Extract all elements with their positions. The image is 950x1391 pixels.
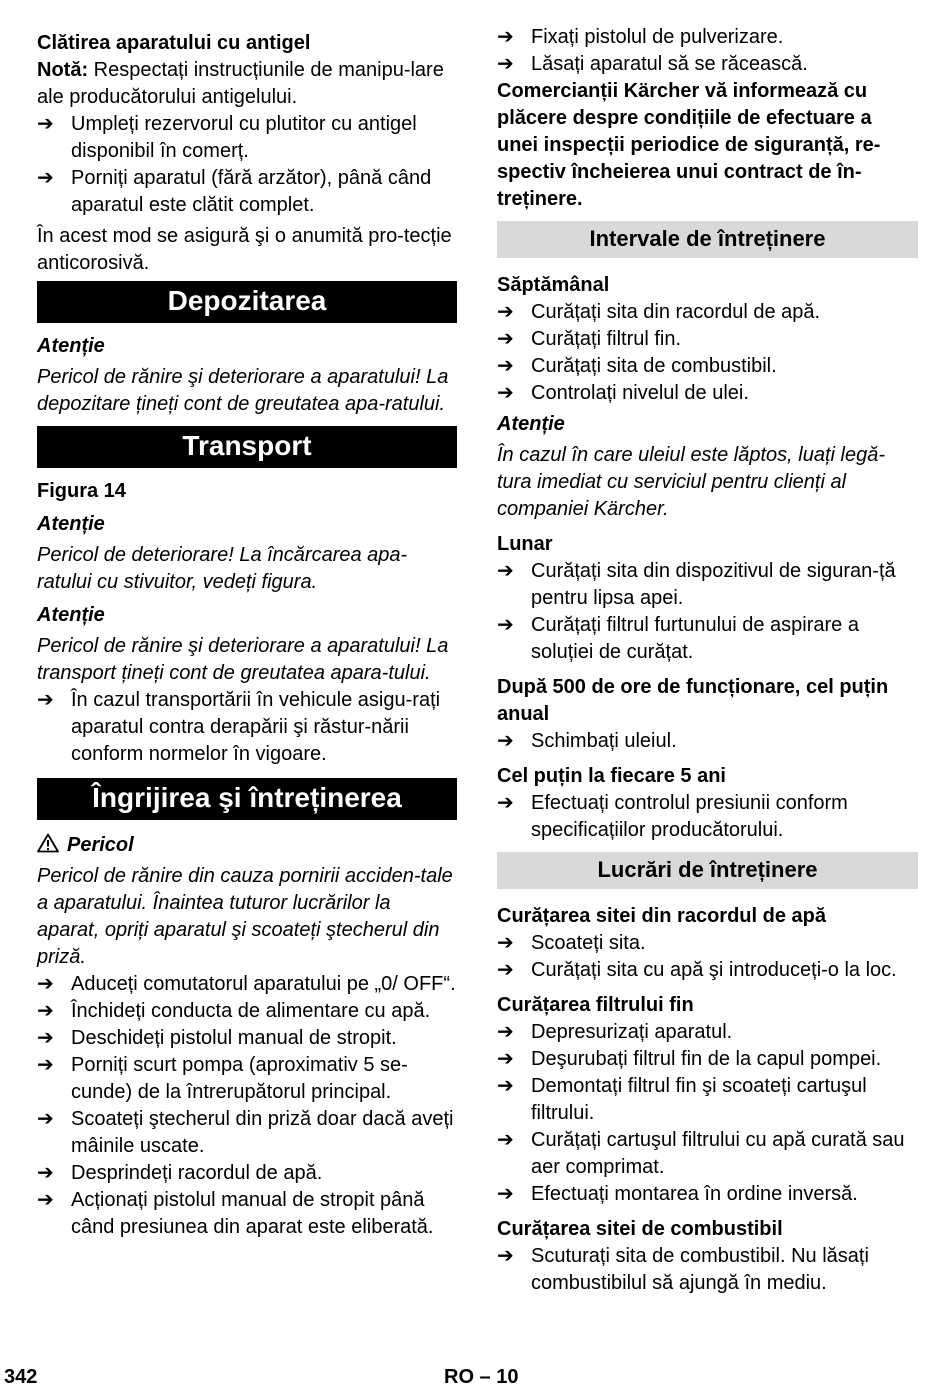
antigel-note [37,57,457,111]
atentie-label: Atenție [497,413,565,435]
step-item [497,790,918,844]
step-text: Desprindeți racordul de apă. [71,1162,323,1184]
sita-apa-title: Curățarea sitei din racordul de apă [497,905,826,927]
arrow-right-icon: ➔ [37,113,54,135]
step-text: Curățați filtrul furtunului de aspirare a soluției de curățat. [531,614,859,663]
step-text: Controlați nivelul de ulei. [531,382,749,404]
step-item [37,971,457,998]
step-text: Curățați filtrul fin. [531,328,682,350]
arrow-right-icon: ➔ [37,167,54,189]
karcher-info: Comercianții Kärcher vă informează cu plăcere despre condițiile de efectuare a unei inspecții periodice de siguranță, re-spectiv încheierea unui contract de în-treținere. [497,80,881,210]
right-column [497,24,918,1297]
arrow-right-icon: ➔ [497,1183,514,1205]
arrow-right-icon: ➔ [497,26,514,48]
arrow-right-icon: ➔ [37,689,54,711]
antigel-outro: În acest mod se asigură şi o anumită pro-tecție anticorosivă. [37,225,452,274]
ingrijire-danger-text: Pericol de rănire din cauza pornirii acciden-tale a aparatului. Înaintea tuturor lucrărilor la aparat, opriți aparatul şi scoateți ştecherul din priză. [37,865,453,968]
doc-code: RO – 10 [444,1366,519,1388]
arrow-right-icon: ➔ [37,973,54,995]
atentie-text: În cazul în care uleiul este lăptos, luați legă-tura imediat cu serviciul pentru clienți al companiei Kärcher. [497,444,885,520]
step-text: Aduceți comutatorul aparatului pe „0/ OFF“. [71,973,456,995]
arrow-right-icon: ➔ [37,1189,54,1211]
step-text: Curățați cartuşul filtrului cu apă curată sau aer comprimat. [531,1129,905,1178]
saptamanal-title: Săptămânal [497,274,610,296]
step-text: Curățați sita din dispozitivul de siguran-ță pentru lipsa apei. [531,560,896,609]
arrow-right-icon: ➔ [497,355,514,377]
step-text: Porniți aparatul (fără arzător), până când aparatul este clătit complet. [71,167,432,216]
ore500-title: După 500 de ore de funcționare, cel puțin anual [497,676,889,725]
step-text: Schimbați uleiul. [531,730,677,752]
filtru-fin-title: Curățarea filtrului fin [497,994,694,1016]
step-text: Scoateți sita. [531,932,646,954]
lunar-title: Lunar [497,533,553,555]
arrow-right-icon: ➔ [37,1108,54,1130]
step-text: Efectuați controlul presiunii conform specificațiilor producătorului. [531,792,848,841]
ingrijire-steps [37,971,457,1241]
arrow-right-icon: ➔ [497,959,514,981]
ore500-steps [497,728,918,755]
step-item [37,687,457,768]
step-item [497,380,918,407]
intervale-heading: Intervale de întreținere [497,221,918,258]
step-item [497,957,918,984]
step-text: Umpleți rezervorul cu plutitor cu antigel disponibil în comerț. [71,113,417,162]
step-item [37,111,457,165]
arrow-right-icon: ➔ [37,1054,54,1076]
arrow-right-icon: ➔ [497,1245,514,1267]
step-item [37,1187,457,1241]
step-item [37,1160,457,1187]
step-text: Acționați pistolul manual de stropit până când presiunea din aparat este eliberată. [71,1189,434,1238]
ingrijire-heading: Îngrijirea şi întreținerea [37,778,457,820]
arrow-right-icon: ➔ [497,932,514,954]
step-text: Curățați sita cu apă şi introduceți-o la loc. [531,959,897,981]
arrow-right-icon: ➔ [37,1000,54,1022]
arrow-right-icon: ➔ [497,560,514,582]
page-number: 342 [4,1366,38,1388]
step-item [497,299,918,326]
warning-triangle-icon [37,833,59,853]
transport-heading: Transport [37,426,457,468]
transport-warning1-label: Atenție [37,513,105,535]
ani5-steps [497,790,918,844]
note-text: Respectați instrucțiunile de manipu-lare ale producătorului antigelului. [37,59,444,108]
step-item [497,728,918,755]
arrow-right-icon: ➔ [497,53,514,75]
step-item [497,51,918,78]
transport-steps [37,687,457,768]
step-item [497,930,918,957]
step-text: Deşurubați filtrul fin de la capul pompei. [531,1048,882,1070]
step-item [37,1025,457,1052]
sita-comb-title: Curățarea sitei de combustibil [497,1218,783,1240]
arrow-right-icon: ➔ [497,301,514,323]
step-text: Depresurizați aparatul. [531,1021,733,1043]
antigel-title: Clătirea aparatului cu antigel [37,32,311,54]
step-text: Curățați sita de combustibil. [531,355,777,377]
step-item [37,1106,457,1160]
arrow-right-icon: ➔ [37,1162,54,1184]
sita-comb-steps [497,1243,918,1297]
arrow-right-icon: ➔ [497,328,514,350]
arrow-right-icon: ➔ [497,1048,514,1070]
lucrari-heading: Lucrări de întreținere [497,852,918,889]
step-item [497,1127,918,1181]
transport-warning2-label: Atenție [37,604,105,626]
step-item [497,1073,918,1127]
step-item [37,165,457,219]
step-text: Demontați filtrul fin şi scoateți cartuşul filtrului. [531,1075,867,1124]
step-item [497,1243,918,1297]
danger-label: Pericol [67,834,134,856]
lunar-steps [497,558,918,666]
saptamanal-steps [497,299,918,407]
step-text: Efectuați montarea în ordine inversă. [531,1183,858,1205]
arrow-right-icon: ➔ [497,1075,514,1097]
step-item [497,1046,918,1073]
step-item [497,24,918,51]
arrow-right-icon: ➔ [37,1027,54,1049]
sita-apa-steps [497,930,918,984]
arrow-right-icon: ➔ [497,1021,514,1043]
arrow-right-icon: ➔ [497,730,514,752]
step-text: Fixați pistolul de pulverizare. [531,26,784,48]
left-column [37,30,457,1241]
step-text: Scoateți ştecherul din priză doar dacă aveți mâinile uscate. [71,1108,454,1157]
step-text: Curățați sita din racordul de apă. [531,301,821,323]
note-label: Notă: [37,59,89,81]
depozitare-heading: Depozitarea [37,281,457,323]
ani5-title: Cel puțin la fiecare 5 ani [497,765,726,787]
step-item [497,326,918,353]
step-item [497,353,918,380]
ingrijire-danger [37,832,457,859]
filtru-fin-steps [497,1019,918,1208]
step-item [37,1052,457,1106]
step-item [497,1019,918,1046]
arrow-right-icon: ➔ [497,614,514,636]
step-text: Scuturați sita de combustibil. Nu lăsați combustibilul să ajungă în mediu. [531,1245,869,1294]
transport-figure-ref: Figura 14 [37,480,126,502]
transport-warning2-text: Pericol de rănire şi deteriorare a aparatului! La transport țineți cont de greutatea apara-tului. [37,635,449,684]
antigel-steps [37,111,457,219]
transport-warning1-text: Pericol de deteriorare! La încărcarea apa-ratului cu stivuitor, vedeți figura. [37,544,408,593]
depozitare-warning-label: Atenție [37,335,105,357]
step-item [497,612,918,666]
step-text: Porniți scurt pompa (aproximativ 5 se-cunde) de la întrerupătorul principal. [71,1054,408,1103]
arrow-right-icon: ➔ [497,382,514,404]
step-text: Lăsați aparatul să se răcească. [531,53,808,75]
step-item [37,998,457,1025]
step-text: Deschideți pistolul manual de stropit. [71,1027,397,1049]
step-text: Închideți conducta de alimentare cu apă. [71,1000,431,1022]
step-item [497,1181,918,1208]
top-steps [497,24,918,78]
arrow-right-icon: ➔ [497,792,514,814]
step-item [497,558,918,612]
depozitare-warning-text: Pericol de rănire şi deteriorare a aparatului! La depozitare țineți cont de greutatea apa-ratului. [37,366,449,415]
arrow-right-icon: ➔ [497,1129,514,1151]
step-text: În cazul transportării în vehicule asigu-rați aparatul contra derapării şi răstur-nării conform normelor în vigoare. [71,689,441,765]
